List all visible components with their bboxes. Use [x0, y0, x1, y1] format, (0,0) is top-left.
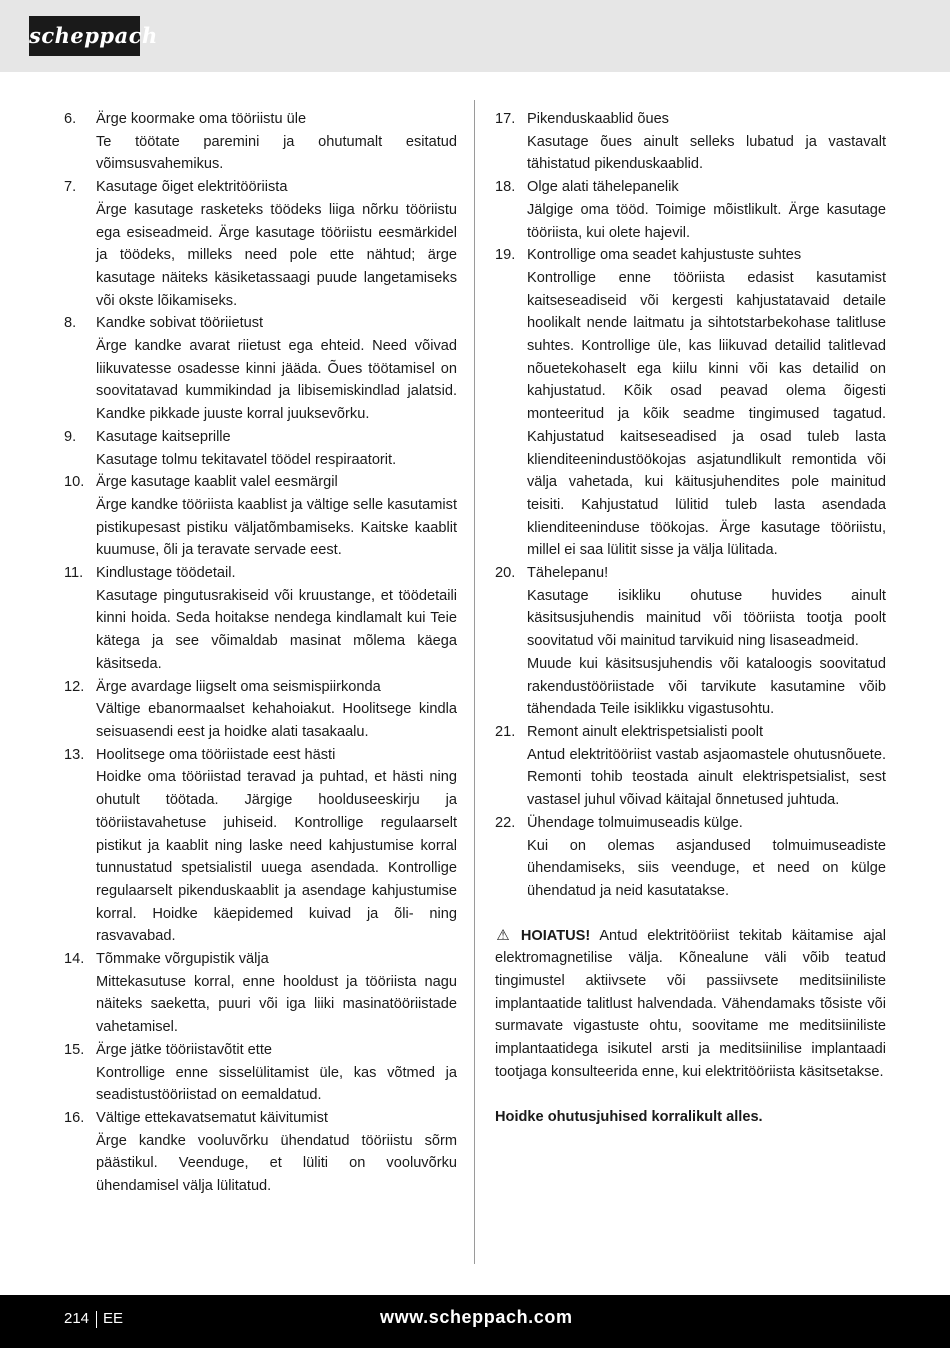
- item-text: Kasutage isikliku ohutuse huvides ainult käsitsusjuhendis mainitud või tööriista tootja poolt soovitatud või mainitud tarvikuid ning lisaseadmeid.: [527, 587, 886, 650]
- item-number: 22.: [495, 814, 516, 831]
- item-text: Kasutage õues ainult selleks lubatud ja vastavalt tähistatud pikenduskaablid.: [527, 133, 886, 173]
- item-text: Vältige ebanormaalset kehahoiakut. Hoolitsege kindla seisuasendi eest ja hoidke alati tasakaalu.: [96, 701, 457, 740]
- item-number: 9.: [64, 428, 77, 445]
- item-title: Vältige ettekavatsematut käivitumist: [96, 1109, 328, 1126]
- item-number: 6.: [64, 111, 77, 127]
- item-text: Ärge kasutage rasketeks töödeks liiga nõrku tööriistu ega esiseadmeid. Ärge kasutage tööriistu eesmärkidel ja töödeks, milleks need pole ette nähtud; ärge kasutage näiteks käsiketassaagi puude langetamiseks või okste lõikamiseks.: [96, 201, 457, 309]
- right-column: [495, 108, 886, 1128]
- item-title: Hoolitsege oma tööriistade eest hästi: [96, 746, 336, 763]
- item-number: 14.: [64, 951, 85, 968]
- language-code: EE: [103, 1310, 124, 1327]
- list-item: [64, 426, 457, 471]
- list-item: [64, 1039, 457, 1107]
- left-column: [64, 108, 457, 1198]
- page-header: [0, 0, 950, 72]
- list-item: [64, 676, 457, 744]
- item-text: Kontrollige enne tööriista edasist kasutamist kaitseseadiseid või kergesti kahjustatavaid detaile hoolikalt nende laitmatu ja sihtotstarbekohase talitluse suhtes. Kontrollige üle, kas liikuvad detailid talitlevad nõuetekohaselt ega kiilu kinni või kas detailid on kahjustatud. Kõik osad peavad olema õigesti monteeritud ja kõik seadme tingimused tagatud. Kahjustatud kaitseseadised ja osad tuleb lasta klienditeenindustöökojas asjatundlikult remontida või välja vahetada, kui käitusjuhendites pole mainitud teisiti. Kahjustatud lülitid tuleb lasta asendada klienditeeninduse töökojas. Ärge kasutage tööriistu, millel ei saa lülitit sisse ja välja lülitada.: [527, 269, 886, 559]
- item-text: Ärge kandke avarat riietust ega ehteid. Need võivad liikuvatesse osadesse kinni jääda. Õues töötamisel on soovitatavad kummikindad ja libisemiskindlad jalatsid. Kandke pikkade juuste korral juuksevõrku.: [96, 338, 457, 423]
- list-item: [64, 948, 457, 1039]
- item-title: Ärge koormake oma tööriistu üle: [96, 111, 307, 127]
- item-text: Antud elektritööriist vastab asjaomastele ohutusnõuete. Remonti tohib teostada ainult elektrispetsialist, sest vastasel juhul võivad käitajal õnnetused juhtuda.: [527, 746, 886, 809]
- list-item: [495, 176, 886, 244]
- right-item-list: [495, 108, 886, 903]
- list-item: [495, 244, 886, 562]
- item-title: Olge alati tähelepanelik: [527, 179, 679, 196]
- item-number: 10.: [64, 474, 85, 491]
- item-text: Ärge kandke vooluvõrku ühendatud tööriistu sõrm päästikul. Veenduge, et lüliti on vooluvõrku ühendamisel välja lülitatud.: [96, 1132, 457, 1195]
- item-title: Ärge jätke tööriistavõtit ette: [96, 1041, 273, 1058]
- list-item: [64, 176, 457, 312]
- item-title: Kontrollige oma seadet kahjustuste suhtes: [527, 247, 802, 264]
- item-text: Jälgige oma tööd. Toimige mõistlikult. Ärge kasutage tööriista, kui olete hajevil.: [527, 201, 886, 241]
- list-item: [64, 312, 457, 426]
- warning-triangle-icon: ⚠: [496, 926, 510, 944]
- item-text: Hoidke oma tööriistad teravad ja puhtad, et hästi ning ohutult töötada. Järgige hoolduseeskirju ja tööriistavahetuse juhiseid. Kontrollige regulaarselt pistikut ja kaablit ning laske need kahjustumise korral tunnustatud spetsialistil uuega asendada. Kontrollige regulaarselt pikenduskaablit ja asendage kahjustumise korral. Hoidke käepidemed kuivad ja õli- ning rasvavabad.: [96, 769, 457, 945]
- item-title: Tõmmake võrgupistik välja: [96, 951, 269, 968]
- item-number: 20.: [495, 565, 516, 582]
- item-text: Muude kui käsitsusjuhendis või kataloogis soovitatud rakendustööriistade või tarvikute kasutamine võib tähendada Teile isiklikku vigastusohtu.: [527, 655, 886, 718]
- list-item: [495, 812, 886, 903]
- item-title: Remont ainult elektrispetsialisti poolt: [527, 723, 764, 740]
- warning-text: Antud elektritööriist tekitab käitamise ajal elektromagnetilise välja. Kõnealune väli võib teatud tingimustel aktiivsete või passiivsete meditsiiniliste implantaatide talitlust halvendada. Vähendamaks tõsiste või surmavate vigastuste ohtu, soovitame me meditsiiniliste implantaatidega isikutel arsti ja meditsiinilise implantaadi tootjaga konsulteerida enne, kui elektritööriista käsitsetakse.: [495, 927, 887, 1080]
- list-item: [495, 108, 886, 176]
- item-title: Ühendage tolmuimuseadis külge.: [527, 814, 743, 831]
- page-footer: [0, 1295, 950, 1348]
- page-number: 214: [64, 1310, 90, 1327]
- item-number: 19.: [495, 247, 516, 264]
- item-title: Kindlustage töödetail.: [96, 565, 236, 582]
- column-divider: [474, 100, 475, 1264]
- item-text: Kui on olemas asjandused tolmuimuseadiste ühendamiseks, siis veenduge, et need on külge ühendatud ja neid kasutatakse.: [527, 837, 886, 899]
- warning-label: HOIATUS!: [520, 927, 591, 944]
- item-text: Mittekasutuse korral, enne hooldust ja tööriista nagu näiteks saeketta, puuri või iga liiki masinatööriistade vahetamisel.: [96, 973, 457, 1036]
- item-number: 18.: [495, 179, 516, 196]
- item-title: Kandke sobivat tööriietust: [96, 315, 264, 332]
- brand-logo-text: scheppach: [29, 23, 158, 48]
- item-number: 7.: [64, 179, 77, 196]
- list-item: [64, 108, 457, 176]
- list-item: [64, 1107, 457, 1198]
- item-title: Kasutage õiget elektritööriista: [96, 179, 288, 196]
- item-number: 17.: [495, 111, 516, 127]
- item-number: 8.: [64, 315, 77, 332]
- item-number: 16.: [64, 1109, 85, 1126]
- list-item: [495, 721, 886, 812]
- closing-note: Hoidke ohutusjuhised korralikult alles.: [495, 1108, 763, 1125]
- item-title: Pikenduskaablid õues: [527, 111, 669, 127]
- list-item: [495, 562, 886, 721]
- list-item: [64, 471, 457, 562]
- item-text: Kasutage pingutusrakiseid või kruustange, et töödetaili kinni hoida. Seda hoitakse nendega kindlamalt kui Teie kätega ja see võimaldab masinat mõlema käega käsitseda.: [96, 587, 457, 672]
- item-text: Kasutage tolmu tekitavatel töödel respiraatorit.: [96, 451, 397, 468]
- footer-separator: [96, 1311, 97, 1328]
- item-text: Te töötate paremini ja ohutumalt esitatud võimsusvahemikus.: [96, 133, 457, 173]
- item-title: Ärge avardage liigselt oma seismispiirkonda: [96, 678, 381, 695]
- item-number: 11.: [64, 565, 84, 582]
- item-number: 21.: [495, 723, 516, 740]
- warning-paragraph: [495, 925, 886, 1084]
- item-title: Tähelepanu!: [527, 565, 609, 582]
- item-number: 12.: [64, 678, 85, 695]
- item-title: Kasutage kaitseprille: [96, 428, 231, 445]
- brand-logo: [29, 16, 158, 56]
- list-item: [64, 744, 457, 948]
- list-item: [64, 562, 457, 676]
- item-text: Kontrollige enne sisselülitamist üle, kas võtmed ja seadistustööriistad on eemaldatud.: [96, 1064, 457, 1104]
- item-number: 13.: [64, 746, 85, 763]
- item-title: Ärge kasutage kaablit valel eesmärgil: [96, 474, 338, 491]
- website-url: www.scheppach.com: [380, 1307, 573, 1327]
- item-number: 15.: [64, 1041, 85, 1058]
- item-text: Ärge kandke tööriista kaablist ja vältige selle kasutamist pistikupesast pistiku väljatõmbamiseks. Kaitske kaablit kuumuse, õli ja teravate servade eest.: [96, 496, 457, 559]
